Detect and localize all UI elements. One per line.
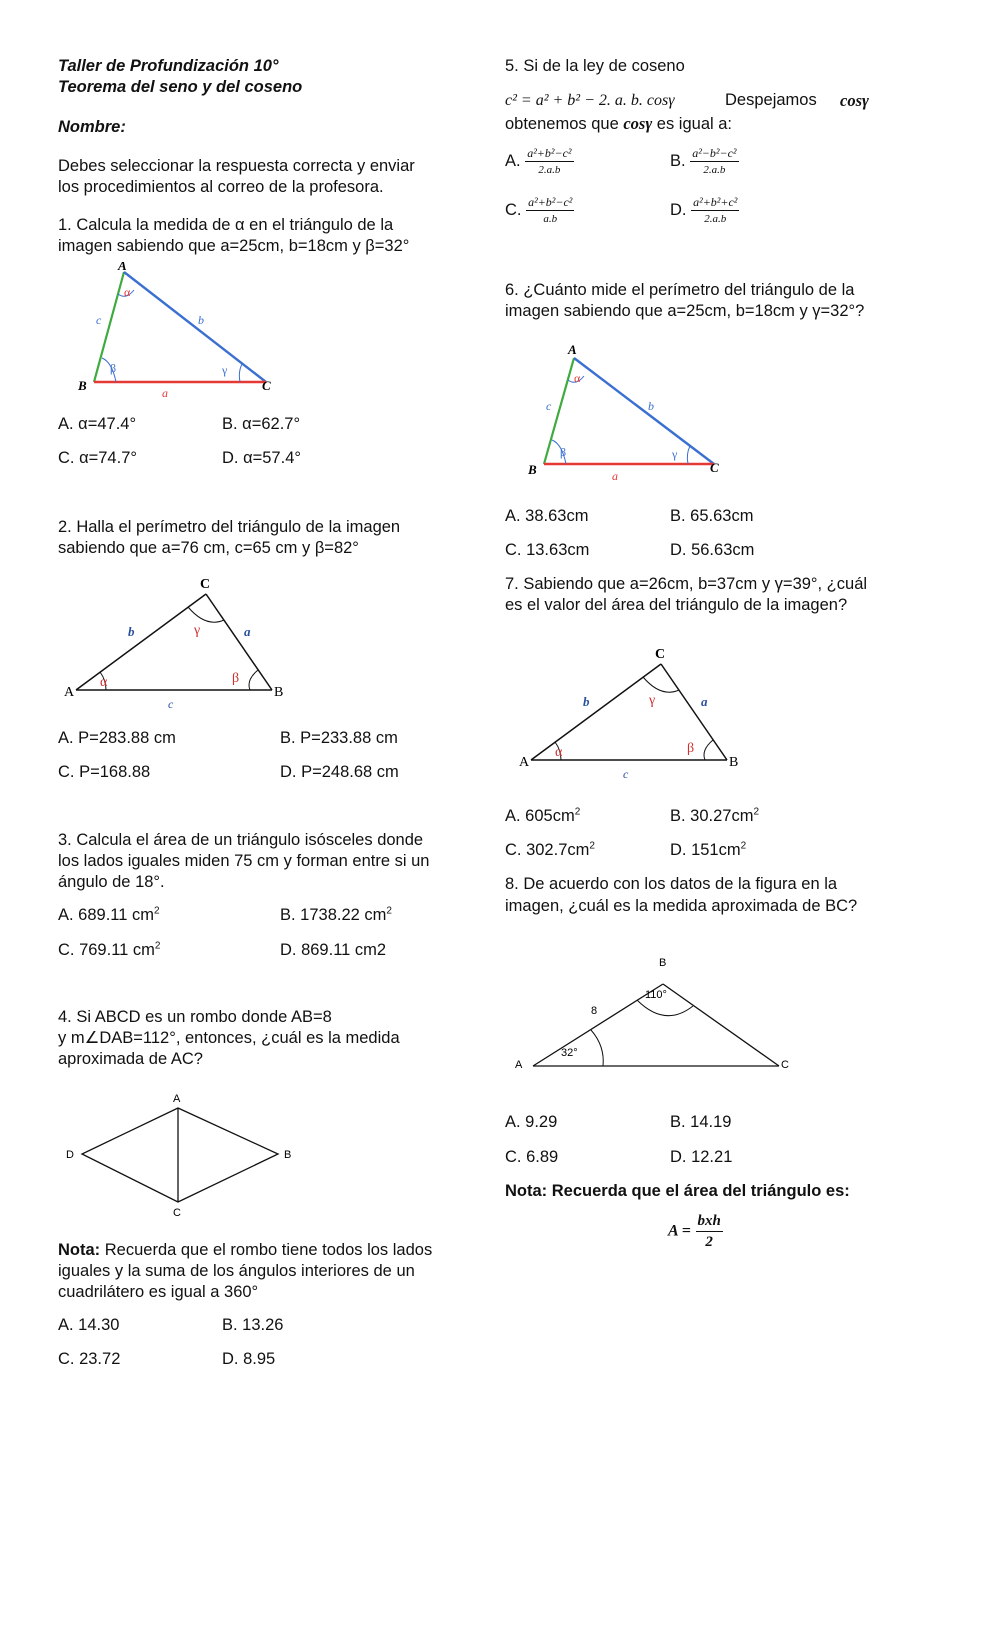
instructions-line-2: los procedimientos al correo de la profesora. xyxy=(58,178,384,196)
q4-text-line-3: aproximada de AC? xyxy=(58,1050,203,1068)
q2-label-gamma: γ xyxy=(194,623,201,638)
q4-vertex-b: B xyxy=(284,1149,292,1161)
q7-option-c[interactable]: C. $302.7cm^2$ xyxy=(505,840,595,859)
q6-vertex-b: B xyxy=(528,462,537,477)
q4-option-b[interactable]: B. 13.26 xyxy=(222,1316,284,1334)
q2-option-b[interactable]: B. P=233.88 cm xyxy=(280,729,398,747)
q2-label-c: c xyxy=(168,697,174,711)
q4-vertex-c: C xyxy=(173,1207,181,1219)
q1-option-c[interactable]: C. α=74.7° xyxy=(58,449,137,467)
q5-option-b[interactable]: B. $\frac{\text{a²−b²−c²}}{2.a.b}$ xyxy=(670,146,737,176)
q1-label-beta: β xyxy=(110,361,117,375)
q4-vertex-d: D xyxy=(66,1149,74,1161)
q5-option-c[interactable]: C. $\frac{\text{a²+b²−c²}}{a.b}$ xyxy=(505,195,573,225)
q6-label-alpha: α xyxy=(574,371,581,385)
q6-option-a[interactable]: A. 38.63cm xyxy=(505,507,589,525)
q4-option-c[interactable]: C. 23.72 xyxy=(58,1350,121,1368)
q3-option-a[interactable]: A. 689.11 $cm^2$ xyxy=(58,905,160,924)
q8-vertex-b: B xyxy=(659,957,667,969)
worksheet-title: Taller de Profundización 10° xyxy=(58,57,279,75)
q5-formula: c² = a² + b² − 2. a. b. cosγ xyxy=(505,92,675,109)
q7-label-a: a xyxy=(701,694,708,709)
q7-label-c: c xyxy=(623,767,629,781)
q8-text-line-2: imagen, ¿cuál es la medida aproximada de BC? xyxy=(505,897,858,915)
q7-text-line-1: 7. Sabiendo que a=26cm, b=37cm y γ=39°, ¿cuál xyxy=(505,575,868,593)
q1-label-c: c xyxy=(96,313,102,327)
q4-option-a[interactable]: A. 14.30 xyxy=(58,1316,120,1334)
q3-text-line-2: los lados iguales miden 75 cm y forman entre si un xyxy=(58,852,430,870)
q1-side-c xyxy=(94,272,124,382)
q8-option-d[interactable]: D. 12.21 xyxy=(670,1148,733,1166)
q6-option-d[interactable]: D. 56.63cm xyxy=(670,541,755,559)
q5-text-line-3: obtenemos que cosγ es igual a: xyxy=(505,114,733,133)
q6-text-line-1: 6. ¿Cuánto mide el perímetro del triángulo de la xyxy=(505,281,855,299)
q3-option-c[interactable]: C. 769.11 $cm^2$ xyxy=(58,940,161,959)
q6-text-line-2: imagen sabiendo que a=25cm, b=18cm y γ=32°? xyxy=(505,302,865,320)
q2-text-line-2: sabiendo que a=76 cm, c=65 cm y β=82° xyxy=(58,539,359,557)
q2-vertex-c: C xyxy=(200,577,211,592)
q4-note-line-1: Nota: Recuerda que el rombo tiene todos los lados xyxy=(58,1241,433,1259)
q1-vertex-a: A xyxy=(118,262,127,273)
q8-vertex-c: C xyxy=(781,1059,789,1071)
q4-note-line-3: cuadrilátero es igual a 360° xyxy=(58,1283,259,1301)
q8-angle-a-label: 32° xyxy=(561,1047,578,1059)
q4-text-line-1: 4. Si ABCD es un rombo donde AB=8 xyxy=(58,1008,332,1026)
q1-option-b[interactable]: B. α=62.7° xyxy=(222,415,301,433)
q2-label-b: b xyxy=(128,624,135,639)
q2-option-a[interactable]: A. P=283.88 cm xyxy=(58,729,176,747)
q7-option-d[interactable]: D. $151cm^2$ xyxy=(670,840,747,859)
q8-option-a[interactable]: A. 9.29 xyxy=(505,1113,558,1131)
q1-label-a: a xyxy=(162,386,168,400)
q2-option-d[interactable]: D. P=248.68 cm xyxy=(280,763,399,781)
q1-text-line-2: imagen sabiendo que a=25cm, b=18cm y β=32° xyxy=(58,237,410,255)
q8-vertex-a: A xyxy=(515,1059,523,1071)
q3-text-line-1: 3. Calcula el área de un triángulo isósceles donde xyxy=(58,831,424,849)
q2-text-line-1: 2. Halla el perímetro del triángulo de la imagen xyxy=(58,518,401,536)
q8-angle-b-label: 110° xyxy=(645,989,667,1001)
q6-label-beta: β xyxy=(560,445,567,459)
q3-option-b[interactable]: B. 1738.22 $cm^2$ xyxy=(280,905,392,924)
q8-text-line-1: 8. De acuerdo con los datos de la figura en la xyxy=(505,875,838,893)
q1-label-alpha: α xyxy=(124,285,131,299)
q5-text-line-1: 5. Si de la ley de coseno xyxy=(505,57,685,75)
q8-option-b[interactable]: B. 14.19 xyxy=(670,1113,732,1131)
q6-option-c[interactable]: C. 13.63cm xyxy=(505,541,590,559)
q1-side-b xyxy=(124,272,266,382)
q8-triangle-figure xyxy=(505,950,805,1080)
q3-option-d[interactable]: D. 869.11 cm2 xyxy=(280,941,387,959)
q6-label-a: a xyxy=(612,469,618,483)
q5-option-a[interactable]: A. $\frac{\text{a²+b²−c²}}{2.a.b}$ xyxy=(505,146,572,176)
q6-option-b[interactable]: B. 65.63cm xyxy=(670,507,754,525)
q7-vertex-a: A xyxy=(519,755,530,770)
q4-vertex-a: A xyxy=(173,1093,181,1105)
q8-side-ab-label: 8 xyxy=(591,1005,598,1017)
q1-text-line-1: 1. Calcula la medida de α en el triángulo de la xyxy=(58,216,394,234)
q7-text-line-2: es el valor del área del triángulo de la imagen? xyxy=(505,596,848,614)
q5-option-d[interactable]: D. $\frac{\text{a²+b²+c²}}{2.a.b}$ xyxy=(670,195,738,225)
q6-label-c: c xyxy=(546,399,552,413)
q1-vertex-b: B xyxy=(78,378,87,393)
q1-label-b: b xyxy=(198,313,204,327)
q4-rhombus-figure xyxy=(60,1090,300,1225)
worksheet-subtitle: Teorema del seno y del coseno xyxy=(58,78,303,96)
q7-triangle-figure xyxy=(515,640,755,785)
q5-cos-gamma: cosγ xyxy=(840,91,869,110)
q2-vertex-a: A xyxy=(64,685,75,700)
q7-label-b: b xyxy=(583,694,590,709)
q6-label-b: b xyxy=(648,399,654,413)
q1-triangle-figure xyxy=(70,262,290,412)
q6-triangle-figure xyxy=(520,340,740,490)
q7-vertex-b: B xyxy=(729,755,739,770)
q2-triangle-figure xyxy=(60,570,300,715)
q8-option-c[interactable]: C. 6.89 xyxy=(505,1148,559,1166)
q5-despejamos: Despejamos xyxy=(725,91,817,109)
q2-label-beta: β xyxy=(232,671,240,686)
name-label: Nombre: xyxy=(58,118,126,136)
area-note-title: Nota: Recuerda que el área del triángulo es: xyxy=(505,1182,850,1200)
q2-label-a: a xyxy=(244,624,251,639)
q1-option-d[interactable]: D. α=57.4° xyxy=(222,449,301,467)
q7-label-beta: β xyxy=(687,741,695,756)
instructions-line-1: Debes seleccionar la respuesta correcta y enviar xyxy=(58,157,415,175)
q3-text-line-3: ángulo de 18°. xyxy=(58,873,165,891)
q1-label-gamma: γ xyxy=(222,363,228,377)
q7-option-a[interactable]: A. $605cm^2$ xyxy=(505,806,581,825)
q4-text-line-2: y m∠DAB=112°, entonces, ¿cuál es la medida xyxy=(58,1029,400,1047)
area-formula: A = $\frac{\text{bxh}}{2}$ xyxy=(668,1213,721,1250)
q2-vertex-b: B xyxy=(274,685,284,700)
q7-vertex-c: C xyxy=(655,647,666,662)
q6-vertex-c: C xyxy=(710,460,719,475)
q4-note-line-2: iguales y la suma de los ángulos interiores de un xyxy=(58,1262,415,1280)
q7-option-b[interactable]: B. $30.27cm^2$ xyxy=(670,806,760,825)
q6-vertex-a: A xyxy=(568,342,577,357)
q2-option-c[interactable]: C. P=168.88 xyxy=(58,763,151,781)
q4-option-d[interactable]: D. 8.95 xyxy=(222,1350,276,1368)
q6-label-gamma: γ xyxy=(672,447,678,461)
q1-vertex-c: C xyxy=(262,378,271,393)
q7-label-alpha: α xyxy=(555,745,563,760)
q1-option-a[interactable]: A. α=47.4° xyxy=(58,415,137,433)
q7-label-gamma: γ xyxy=(649,693,656,708)
q2-label-alpha: α xyxy=(100,675,108,690)
